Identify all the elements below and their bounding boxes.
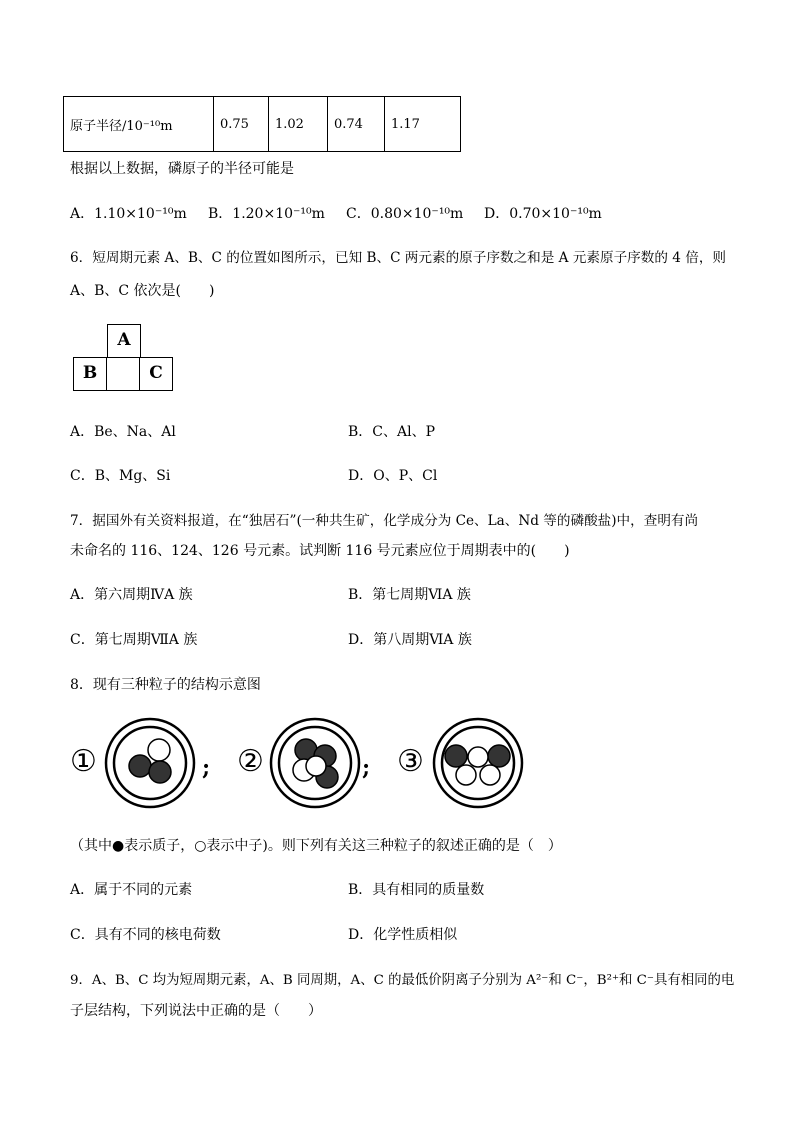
cell-b: B bbox=[73, 357, 107, 391]
neutron-icon bbox=[480, 765, 500, 785]
q8-option-c: C．具有不同的核电荷数 bbox=[70, 927, 221, 943]
q5-option-d: D．0.70×10⁻¹⁰m bbox=[484, 206, 602, 222]
label-particle-2: ② bbox=[237, 744, 264, 779]
table-header-cell: 原子半径/10⁻¹⁰m bbox=[64, 97, 214, 152]
q9-stem-line2: 子层结构，下列说法中正确的是（ ） bbox=[70, 1003, 322, 1019]
q7-option-d: D．第八周期ⅥA 族 bbox=[348, 632, 472, 648]
q7-option-c: C．第七周期ⅦA 族 bbox=[70, 632, 198, 648]
neutron-icon bbox=[456, 765, 476, 785]
q5-option-a: A．1.10×10⁻¹⁰m bbox=[70, 206, 187, 222]
q9-stem-line1: 9．A、B、C 均为短周期元素，A、B 同周期，A、C 的最低价阴离子分别为 A²⁻和 C⁻，B²⁺和 C⁻具有相同的电 bbox=[70, 973, 735, 988]
q6-option-a: A．Be、Na、Al bbox=[70, 424, 176, 440]
q6-stem-line1: 6．短周期元素 A、B、C 的位置如图所示，已知 B、C 两元素的原子序数之和是 A 元素原子序数的 4 倍，则 bbox=[70, 250, 727, 266]
particle-1-diagram bbox=[106, 719, 194, 807]
q6-option-c: C．B、Mg、Si bbox=[70, 468, 171, 484]
q8-option-d: D．化学性质相似 bbox=[348, 927, 458, 943]
cell-c: C bbox=[139, 357, 173, 391]
particle-2-diagram bbox=[271, 719, 359, 807]
q5-option-c: C．0.80×10⁻¹⁰m bbox=[346, 206, 464, 222]
q8-note: （其中●表示质子，○表示中子)。则下列有关这三种粒子的叙述正确的是（ ） bbox=[70, 838, 562, 854]
q8-stem: 8．现有三种粒子的结构示意图 bbox=[70, 677, 261, 693]
particle-3-diagram bbox=[434, 719, 522, 807]
label-particle-3: ③ bbox=[397, 744, 424, 779]
q7-stem-line1: 7．据国外有关资料报道，在“独居石”(一种共生矿，化学成分为 Ce、La、Nd 等的磷酸盐)中，查明有尚 bbox=[70, 513, 699, 529]
neutron-icon bbox=[148, 739, 170, 761]
label-particle-1: ① bbox=[70, 744, 97, 779]
proton-icon bbox=[445, 745, 467, 767]
q5-option-b: B．1.20×10⁻¹⁰m bbox=[208, 206, 325, 222]
separator: ; bbox=[202, 755, 211, 781]
proton-icon bbox=[488, 745, 510, 767]
table-cell: 1.02 bbox=[269, 97, 328, 152]
proton-icon bbox=[129, 755, 151, 777]
neutron-icon bbox=[468, 747, 488, 767]
q7-option-a: A．第六周期ⅣA 族 bbox=[70, 587, 193, 603]
q6-option-d: D．O、P、Cl bbox=[348, 468, 438, 484]
q8-option-b: B．具有相同的质量数 bbox=[348, 882, 485, 898]
proton-icon bbox=[149, 761, 171, 783]
neutron-icon bbox=[306, 756, 326, 776]
separator: ; bbox=[362, 755, 371, 781]
q8-option-a: A．属于不同的元素 bbox=[70, 882, 193, 898]
q7-stem-line2: 未命名的 116、124、126 号元素。试判断 116 号元素应位于周期表中的( ) bbox=[70, 543, 570, 559]
q7-option-b: B．第七周期ⅥA 族 bbox=[348, 587, 471, 603]
q6-stem-line2: A、B、C 依次是( ) bbox=[70, 283, 215, 299]
table-cell: 0.75 bbox=[214, 97, 269, 152]
table-cell: 0.74 bbox=[328, 97, 385, 152]
q6-option-b: B．C、Al、P bbox=[348, 424, 436, 440]
q5-stem: 根据以上数据，磷原子的半径可能是 bbox=[70, 161, 294, 177]
cell-a: A bbox=[107, 324, 141, 358]
table-cell: 1.17 bbox=[385, 97, 461, 152]
